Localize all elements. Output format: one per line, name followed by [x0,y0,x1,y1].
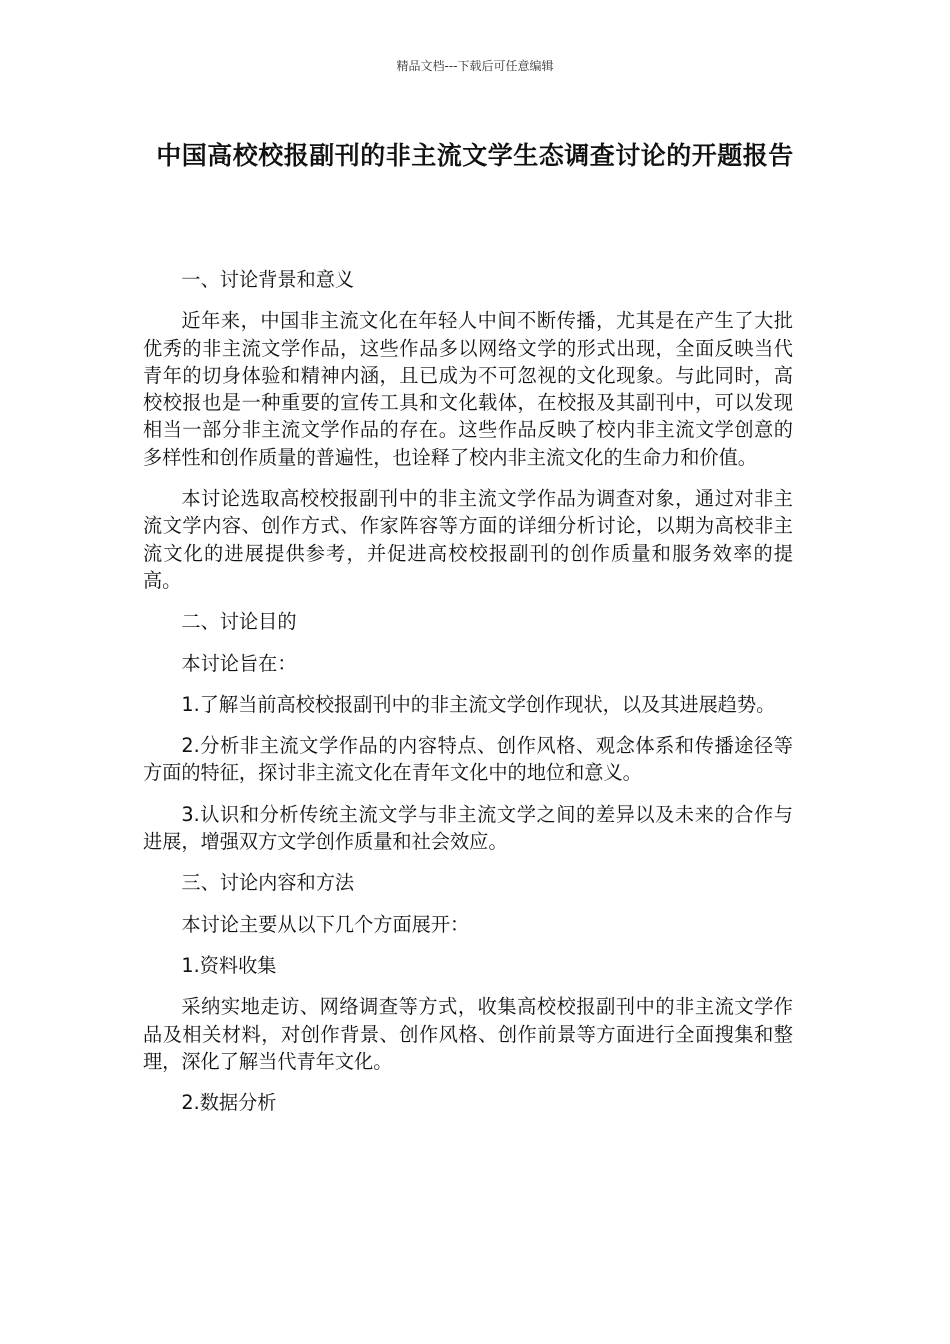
subheading-data-collection: 1.资料收集 [181,953,277,977]
list-item-purpose-1: 1.了解当前高校校报副刊中的非主流文学创作现状，以及其进展趋势。 [181,692,776,716]
paragraph-methods-intro: 本讨论主要从以下几个方面展开： [181,912,470,936]
list-item-purpose-2: 2.分析非主流文学作品的内容特点、创作风格、观念体系和传播途径等方面的特征，探讨非主流文化在青年文化中的地位和意义。 [143,734,793,785]
paragraph-data-collection: 采纳实地走访、网络调查等方式，收集高校校报副刊中的非主流文学作品及相关材料，对创作背景、创作风格、创作前景等方面进行全面搜集和整理，深化了解当代青年文化。 [143,995,793,1073]
list-item-purpose-3: 3.认识和分析传统主流文学与非主流文学之间的差异以及未来的合作与进展，增强双方文学创作质量和社会效应。 [143,802,793,854]
paragraph-research-object: 本讨论选取高校校报副刊中的非主流文学作品为调查对象，通过对非主流文学内容、创作方式、作家阵容等方面的详细分析讨论，以期为高校非主流文化的进展提供参考，并促进高校校报副刊的创作质量和服务效率的提高。 [143,487,793,592]
section-heading-purpose: 二、讨论目的 [181,610,297,634]
section-heading-methods: 三、讨论内容和方法 [181,871,355,895]
document-body [143,266,793,1130]
section-heading-background: 一、讨论背景和意义 [181,268,355,291]
page-header: 精品文档---下载后可任意编辑 [396,59,554,73]
paragraph-background: 近年来，中国非主流文化在年轻人中间不断传播，尤其是在产生了大批优秀的非主流文学作品，这些作品多以网络文学的形式出现，全面反映当代青年的切身体验和精神内涵，且已成为不可忽视的文化现象。与此同时，高校校报也是一种重要的宣传工具和文化载体，在校报及其副刊中，可以发现相当一部分非主流文学作品的存在。这些作品反映了校内非主流文学创意的多样性和创作质量的普遍性，也诠释了校内非主流文化的生命力和价值。 [143,309,793,469]
document-title: 中国高校校报副刊的非主流文学生态调查讨论的开题报告 [156,141,794,170]
subheading-data-analysis: 2.数据分析 [181,1091,277,1115]
paragraph-purpose-intro: 本讨论旨在： [181,651,297,675]
